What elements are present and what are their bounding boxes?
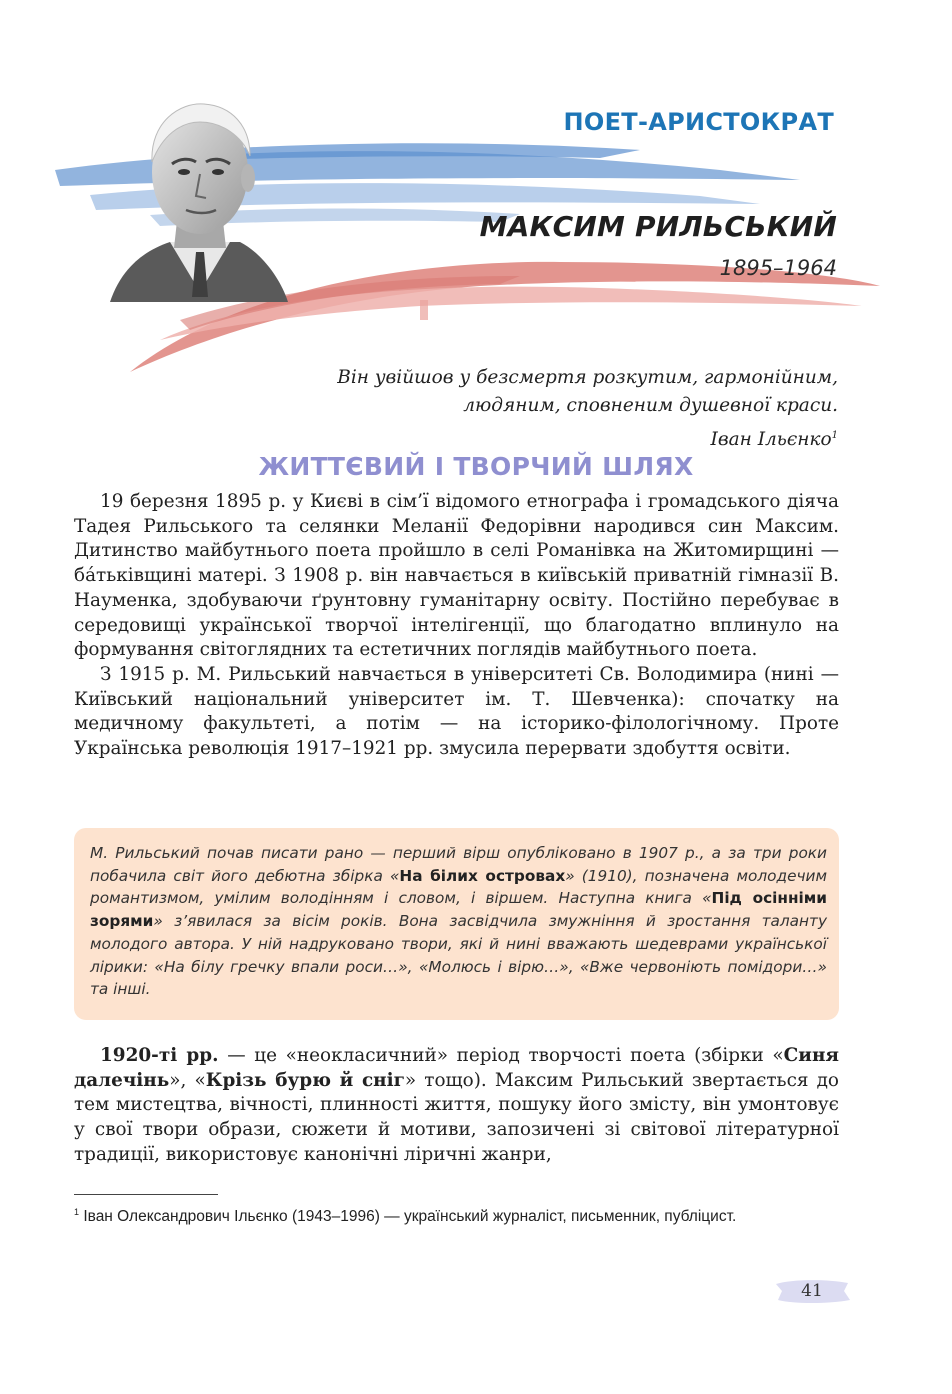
paragraph: 19 березня 1895 р. у Києві в сім’ї відомого етнографа і громадського діяча Тадея Рильського та селянки Меланії Федорівни народився син Максим. Дитинство майбутнього поета пройшло в селі Романівка на Житомирщині — ба́тьківщині матері. З 1908 р. він навчається в київській приватній гімназії В. Науменка, здобуваючи ґрунтовну гуманітарну освіту. Постійно перебуває в середовищі української творчої інтелігенції, що благодатно вплинуло на формування світоглядних та естетичних поглядів майбутнього поета.: [74, 491, 839, 661]
footnote: [74, 1202, 839, 1228]
paragraph: [74, 1044, 839, 1168]
author-portrait: [100, 92, 290, 307]
info-box: [74, 828, 839, 1020]
collection-title: Під осінніми зорями: [90, 889, 827, 931]
collection-title: Синя далечінь: [74, 1045, 839, 1091]
collection-title: Крізь бурю й сніг: [205, 1069, 405, 1091]
body-text: [74, 1044, 839, 1168]
epigraph-author: [238, 422, 838, 454]
info-text-part: » з’явилася за вісім років. Вона засвідчила змужніння й зростання таланту молодого автора. У ній надруковано твори, які й нині вважають шедеврами української лірики: «На білу гречку впали роси…», «Молюсь і вірю…», «Вже червоніють помідори…» та інші.: [90, 912, 827, 999]
epigraph: [238, 364, 838, 454]
period-label: 1920-ті рр.: [100, 1045, 219, 1066]
footnote-divider: [74, 1194, 218, 1195]
info-text-part: М. Рильський почав писати рано — перший вірш опубліковано в 1907 р., а за три роки побачила світ його дебютна збірка «: [90, 844, 827, 885]
page-number-badge: [772, 1276, 852, 1306]
footnote-reference[interactable]: 1: [831, 430, 838, 441]
author-name: МАКСИМ РИЛЬСЬКИЙ: [479, 210, 837, 243]
paragraph: З 1915 р. М. Рильський навчається в університеті Св. Володимира (нині — Київський національний університет ім. Т. Шевченка): спочатку на медичному факультеті, а потім — на історико-філологічному. Проте Українська революція 1917–1921 рр. змусила перервати здобуття освіти.: [74, 663, 839, 760]
paragraph-part: — це «неокласичний» період творчості поета (збірки «: [218, 1045, 784, 1066]
page-number: 41: [801, 1281, 823, 1301]
author-years: 1895–1964: [719, 256, 837, 280]
section-heading: ЖИТТЄВИЙ І ТВОРЧИЙ ШЛЯХ: [258, 452, 694, 481]
info-box-text: [90, 842, 827, 1001]
section-tag: ПОЕТ-АРИСТОКРАТ: [563, 108, 834, 136]
footnote-mark: 1: [74, 1207, 80, 1217]
epigraph-author-name: Іван Ільєнко: [710, 429, 832, 451]
info-text-part: » (1910), позначена молодечим романтизмом, умілим володінням і словом, і віршем. Наступна книга «: [90, 866, 827, 908]
paragraph-part: » тощо). Максим Рильський звертається до тем мистецтва, вічності, плинності життя, пошуку його змісту, він умонтовує у свої твори образи, сюжети й мотиви, запозичені зі світової літературної традиції, використовує канонічні ліричні жанри,: [74, 1069, 839, 1165]
body-text: [74, 490, 839, 762]
paragraph-part: », «: [169, 1069, 206, 1091]
epigraph-line: Він увійшов у безсмертя розкутим, гармонійним,: [337, 367, 838, 388]
collection-title: На білих островах: [399, 866, 566, 885]
footnote-text: Іван Олександрович Ільєнко (1943–1996) — український журналіст, письменник, публіцист.: [79, 1208, 737, 1226]
epigraph-line: людяним, сповненим душевної краси.: [463, 395, 838, 416]
